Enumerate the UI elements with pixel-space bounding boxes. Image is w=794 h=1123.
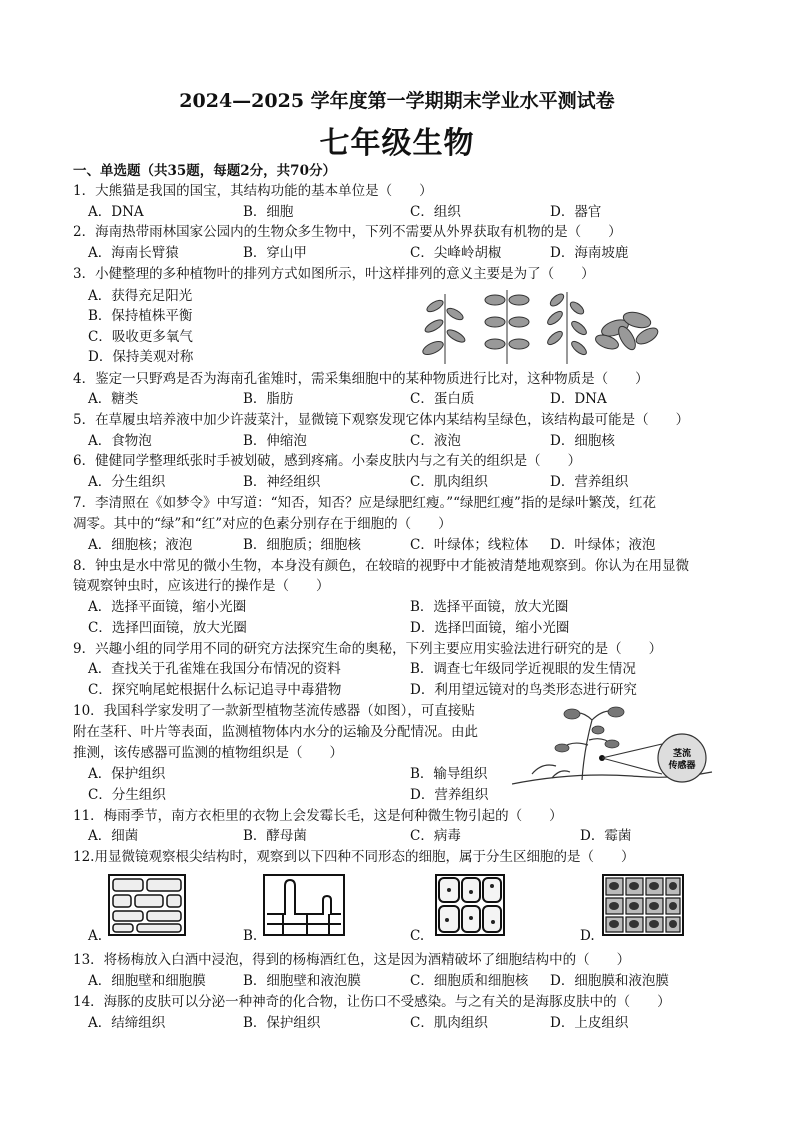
q10-option-b: B．输导组织 — [410, 766, 488, 782]
exam-title: 2024—2025 学年度第一学期期末学业水平测试卷 — [179, 90, 615, 112]
q9-option-b: B．调查七年级同学近视眼的发生情况 — [410, 661, 636, 677]
q7-option-b: B．细胞质；细胞核 — [243, 537, 361, 553]
q13-option-b: B．细胞壁和液泡膜 — [243, 973, 361, 989]
q9-option-c: C．探究响尾蛇根据什么标记追寻中毒猎物 — [88, 682, 342, 698]
q12-stem: 12.用显微镜观察根尖结构时，观察到以下四种不同形态的细胞，属于分生区细胞的是（ ） — [73, 849, 635, 865]
q3-option-b: B．保持植株平衡 — [88, 308, 193, 324]
q8-option-c: C．选择凹面镜，放大光圈 — [88, 620, 247, 636]
q11-option-a: A．细菌 — [88, 828, 139, 844]
q10-option-a: A．保护组织 — [88, 766, 166, 782]
q4-option-a: A．糖类 — [88, 391, 139, 407]
leaf-arrangement-figure — [415, 286, 660, 366]
q10-option-d: D．营养组织 — [410, 787, 489, 803]
q2-option-c: C．尖峰岭胡椒 — [410, 245, 502, 261]
q6-option-d: D．营养组织 — [550, 474, 629, 490]
q6-stem: 6．健健同学整理纸张时手被划破，感到疼痛。小秦皮肤内与之有关的组织是（ ） — [73, 453, 582, 469]
q11-option-c: C．病毒 — [410, 828, 461, 844]
q10-stem-line1: 10．我国科学家发明了一款新型植物茎流传感器（如图），可直接贴 — [73, 703, 475, 719]
q11-option-d: D．霉菌 — [580, 828, 632, 844]
q7-option-a: A．细胞核；液泡 — [88, 537, 193, 553]
q4-option-c: C．蛋白质 — [410, 391, 475, 407]
cell-figure-d — [602, 874, 684, 936]
q8-option-a: A．选择平面镜，缩小光圈 — [88, 599, 247, 615]
q3-option-a: A．获得充足阳光 — [88, 288, 193, 304]
q14-option-c: C．肌肉组织 — [410, 1015, 488, 1031]
q14-stem: 14．海豚的皮肤可以分泌一种神奇的化合物，让伤口不受感染。与之有关的是海豚皮肤中的（ ） — [73, 994, 671, 1010]
sensor-label-line1: 茎流 — [672, 749, 692, 759]
q1-option-b: B．细胞 — [243, 204, 294, 220]
q14-option-d: D．上皮组织 — [550, 1015, 629, 1031]
q8-stem-line1: 8．钟虫是水中常见的微小生物，本身没有颜色，在较暗的视野中才能被清楚地观察到。你认为在用显微 — [73, 558, 690, 574]
q4-option-b: B．脂肪 — [243, 391, 294, 407]
q10-option-c: C．分生组织 — [88, 787, 166, 803]
q3-option-d: D．保持美观对称 — [88, 349, 194, 365]
q1-stem: 1．大熊猫是我国的国宝，其结构功能的基本单位是（ ） — [73, 183, 433, 199]
q4-stem: 4．鉴定一只野鸡是否为海南孔雀雉时，需采集细胞中的某种物质进行比对，这种物质是（ ） — [73, 371, 649, 387]
q13-option-c: C．细胞质和细胞核 — [410, 973, 529, 989]
cell-figure-a — [108, 874, 186, 936]
q6-option-a: A．分生组织 — [88, 474, 166, 490]
q1-option-a: A．DNA — [88, 204, 144, 220]
q5-stem: 5．在草履虫培养液中加少许菠菜汁，显微镜下观察发现它体内某结构呈绿色，该结构最可能是（ ） — [73, 412, 690, 428]
q3-stem: 3．小健整理的多种植物叶的排列方式如图所示，叶这样排列的意义主要是为了（ ） — [73, 266, 595, 282]
q12-option-c: C. — [410, 928, 425, 944]
cell-figure-b — [263, 874, 345, 936]
cell-figure-c — [435, 874, 505, 936]
q7-stem-line1: 7．李清照在《如梦令》中写道：“知否，知否？应是绿肥红瘦。”“绿肥红瘦”指的是绿叶繁茂，红花 — [73, 495, 656, 511]
q5-option-b: B．伸缩泡 — [243, 433, 307, 449]
q3-option-c: C．吸收更多氧气 — [88, 329, 193, 345]
q13-option-d: D．细胞膜和液泡膜 — [550, 973, 669, 989]
q5-option-d: D．细胞核 — [550, 433, 615, 449]
q9-stem: 9．兴趣小组的同学用不同的研究方法探究生命的奥秘，下列主要应用实验法进行研究的是（ ） — [73, 641, 663, 657]
q5-option-c: C．液泡 — [410, 433, 461, 449]
q13-stem: 13．将杨梅放入白酒中浸泡，得到的杨梅酒红色，这是因为酒精破坏了细胞结构中的（ ） — [73, 952, 631, 968]
sensor-label-line2: 传感器 — [668, 761, 696, 771]
q7-option-d: D．叶绿体；液泡 — [550, 537, 656, 553]
q11-stem: 11．梅雨季节，南方衣柜里的衣物上会发霉长毛，这是何种微生物引起的（ ） — [73, 808, 563, 824]
q6-option-b: B．神经组织 — [243, 474, 321, 490]
q11-option-b: B．酵母菌 — [243, 828, 307, 844]
q1-option-c: C．组织 — [410, 204, 461, 220]
q2-stem: 2．海南热带雨林国家公园内的生物众多生物中，下列不需要从外界获取有机物的是（ ） — [73, 224, 622, 240]
q2-option-a: A．海南长臂猿 — [88, 245, 179, 261]
q10-stem-line2: 附在茎秆、叶片等表面，监测植物体内水分的运输及分配情况。由此 — [73, 724, 478, 740]
q2-option-d: D．海南坡鹿 — [550, 245, 629, 261]
q1-option-d: D．器官 — [550, 204, 602, 220]
q8-option-b: B．选择平面镜，放大光圈 — [410, 599, 569, 615]
q12-option-d: D. — [580, 928, 595, 944]
q10-stem-line3: 推测，该传感器可监测的植物组织是（ ） — [73, 745, 343, 761]
q12-option-a: A. — [88, 928, 103, 944]
q13-option-a: A．细胞壁和细胞膜 — [88, 973, 206, 989]
q4-option-d: D．DNA — [550, 391, 607, 407]
q12-option-b: B. — [243, 928, 258, 944]
q14-option-b: B．保护组织 — [243, 1015, 321, 1031]
q14-option-a: A．结缔组织 — [88, 1015, 166, 1031]
q9-option-d: D．利用望远镜对的鸟类形态进行研究 — [410, 682, 637, 698]
subject-title: 七年级生物 — [319, 126, 475, 161]
q8-option-d: D．选择凹面镜，缩小光圈 — [410, 620, 570, 636]
q7-option-c: C．叶绿体；线粒体 — [410, 537, 529, 553]
q9-option-a: A．查找关于孔雀雉在我国分布情况的资料 — [88, 661, 341, 677]
stem-flow-sensor-figure — [512, 700, 722, 792]
q5-option-a: A．食物泡 — [88, 433, 152, 449]
q2-option-b: B．穿山甲 — [243, 245, 307, 261]
section-heading: 一、单选题（共35题，每题2分，共70分） — [73, 163, 336, 179]
q6-option-c: C．肌肉组织 — [410, 474, 488, 490]
q7-stem-line2: 凋零。其中的“绿”和“红”对应的色素分别存在于细胞的（ ） — [73, 516, 452, 532]
q8-stem-line2: 镜观察钟虫时，应该进行的操作是（ ） — [73, 578, 330, 594]
